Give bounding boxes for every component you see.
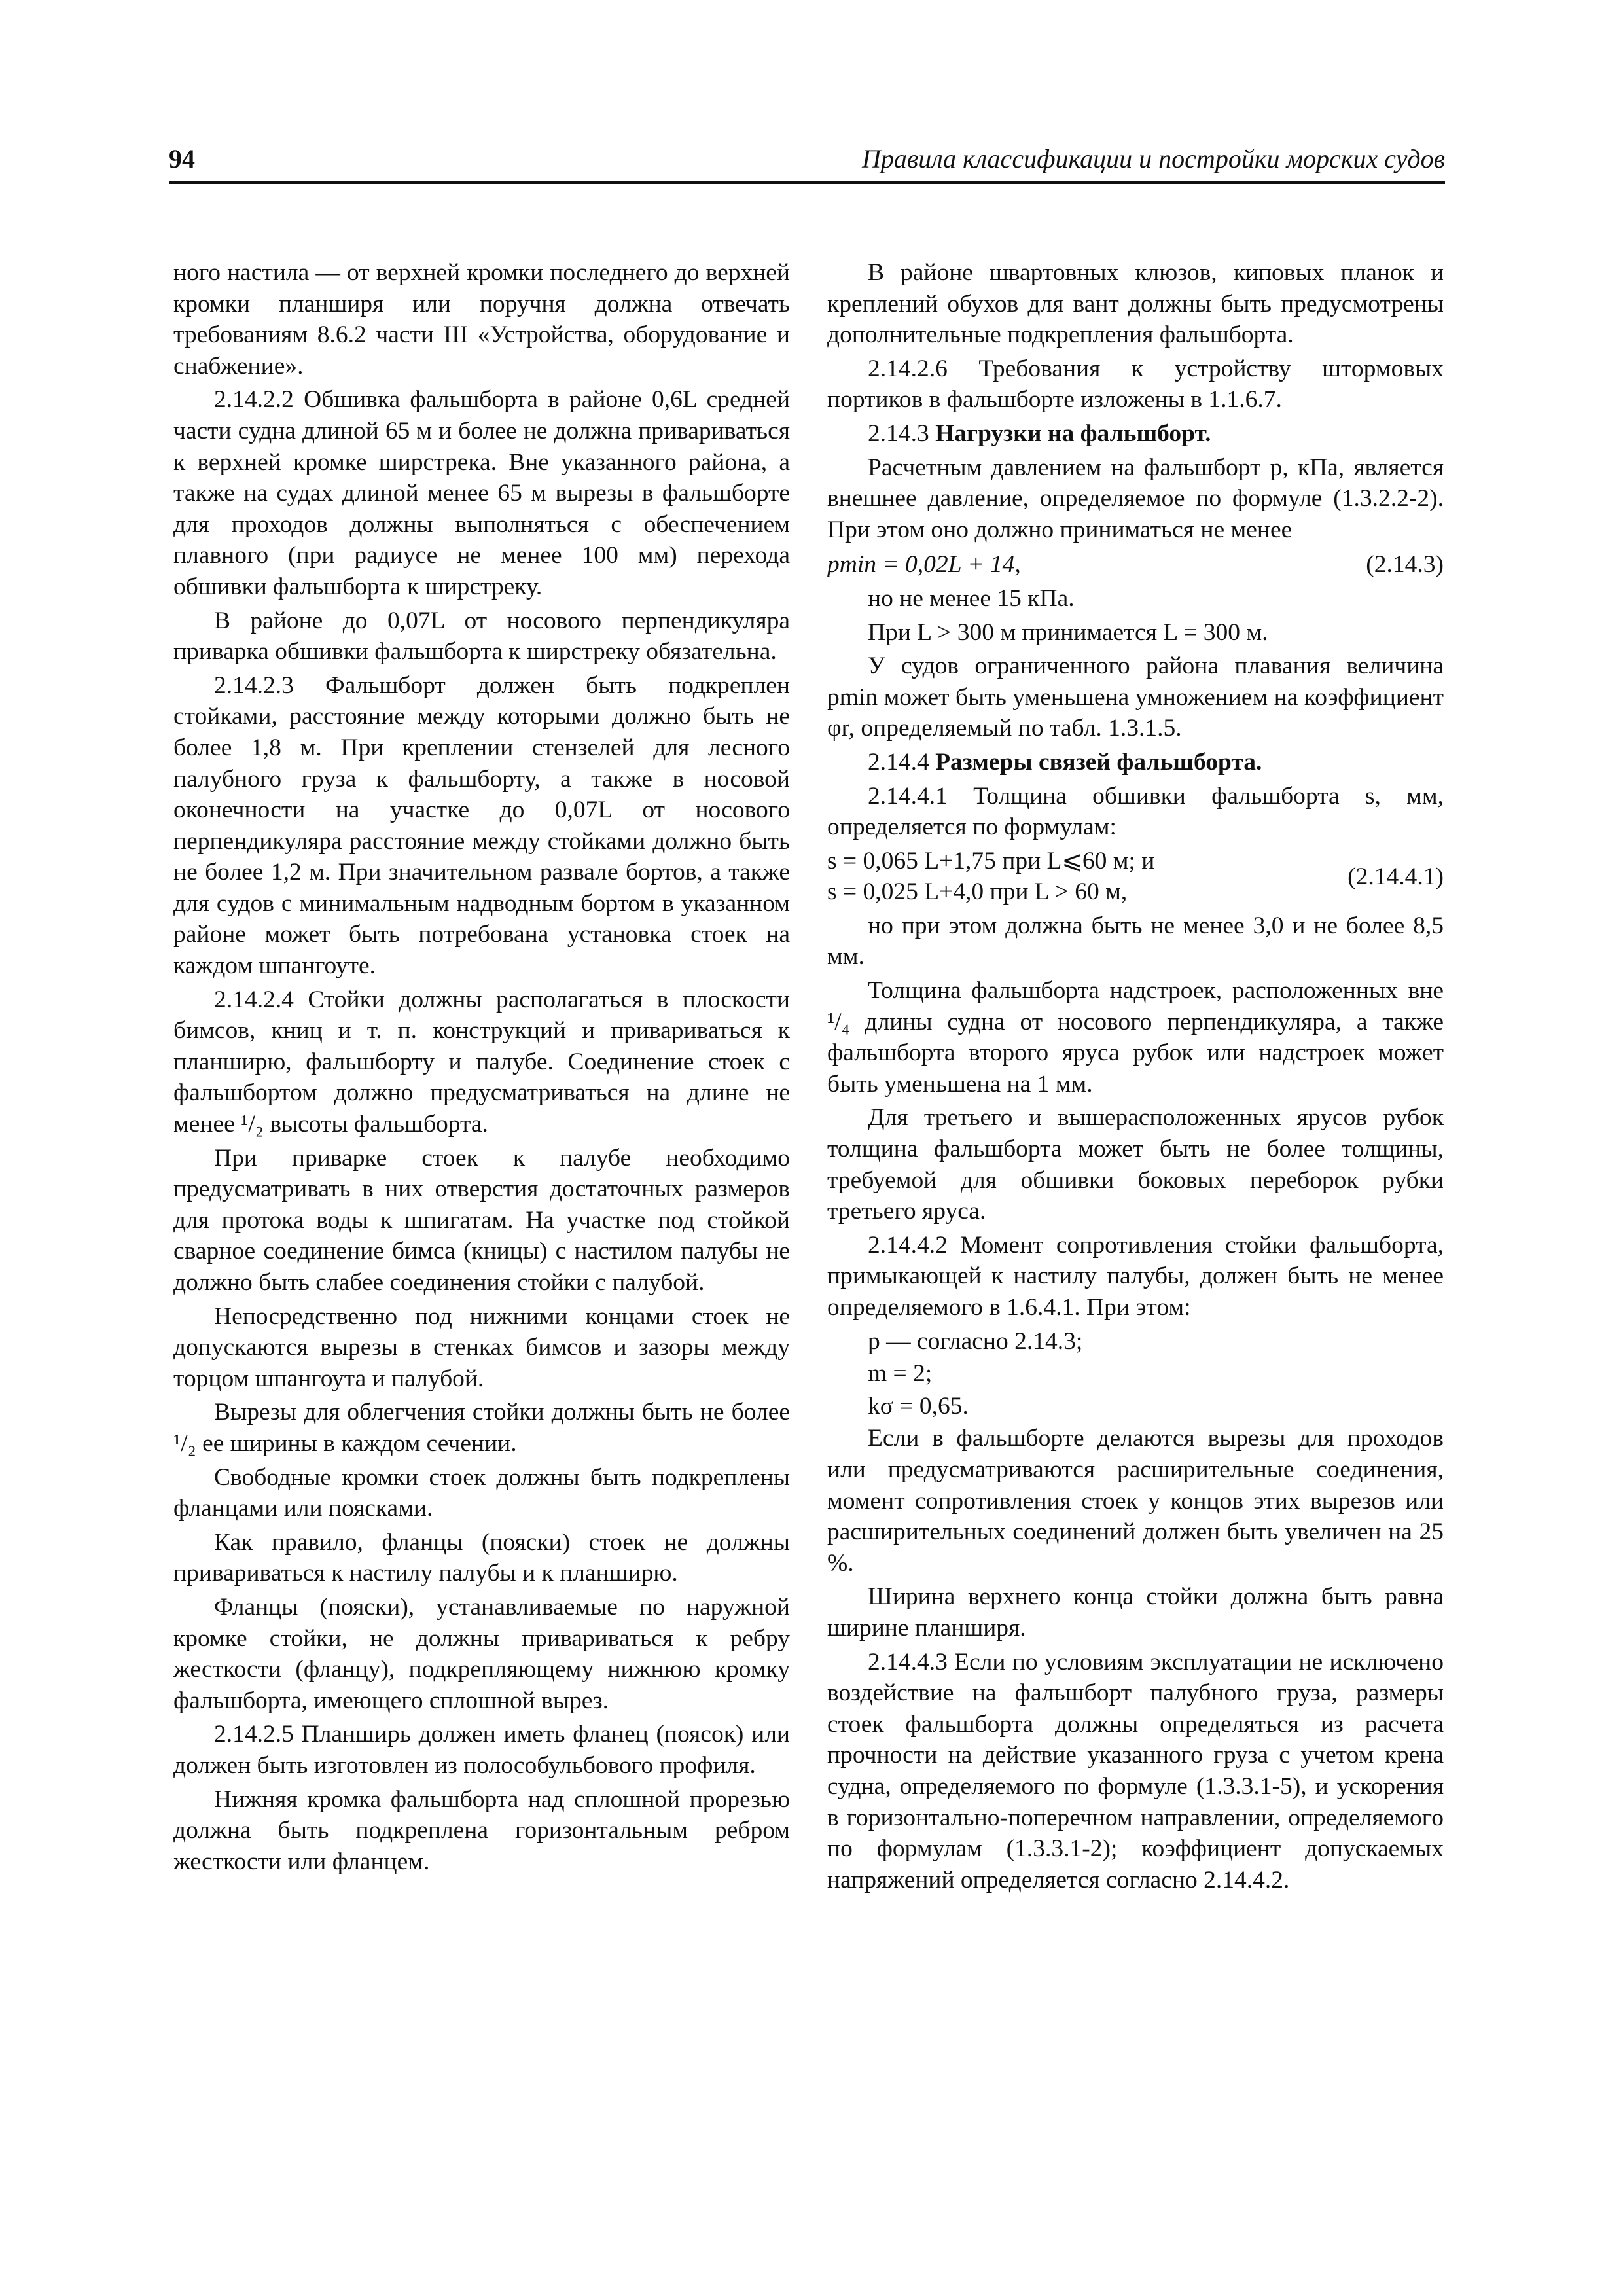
paragraph: но при этом должна быть не менее 3,0 и не более 8,5 мм. [827, 912, 1444, 971]
section-heading [827, 418, 1444, 450]
running-title: Правила классификации и постройки морских судов [861, 144, 1445, 173]
section-number: 2.14.2.3 [214, 672, 294, 699]
paragraph: Для третьего и вышерасположенных ярусов рубок толщина фальшборта может быть не более толщины, требуемой для обшивки боковых переборок рубки третьего яруса. [827, 1104, 1444, 1225]
paragraph: Толщина фальшборта надстроек, расположенных вне ¹/₄ длины судна от носового перпендикуляра, а также фальшборта второго яруса рубок или надстроек может быть уменьшена на 1 мм. [827, 977, 1444, 1098]
list-item: p — согласно 2.14.3; [868, 1327, 1083, 1355]
section-number: 2.14.4.1 [868, 782, 948, 810]
section-number: 2.14.2.2 [214, 386, 294, 414]
paragraph: Нижняя кромка фальшборта над сплошной прорезью должна быть подкреплена горизонтальным ребром жесткости или фланцем. [173, 1785, 790, 1875]
paragraph-text: Фальшборт должен быть подкреплен стойками, расстояние между которыми должно быть не более 1,8 м. При креплении стензелей для лесного палубного груза к фальшборту, а также в носовой оконечности на участке до 0,07L от носового перпендикуляра расстояние между стойками должно быть не более 1,2 м. При значительном развале бортов, а также для судов с минимальным надводным бортом в указанном районе может быть потребована установка стоек на каждом шпангоуте. [173, 672, 790, 980]
section-number: 2.14.4.2 [868, 1231, 948, 1259]
paragraph-text: Если по условиям эксплуатации не исключено воздействие на фальшборт палубного груза, размеры стоек фальшборта должны определяться из расчета прочности на действие указанного груза с учетом крена судна, определяемого по формуле (1.3.3.1-5), и ускорения в горизонтально-поперечном направлении, определяемого по формулам (1.3.3.1-2); коэффициент допускаемых напряжений определяется согласно 2.14.4.2. [827, 1648, 1444, 1893]
paragraph: Свободные кромки стоек должны быть подкреплены фланцами или поясками. [173, 1463, 790, 1522]
section-number: 2.14.4.3 [868, 1648, 948, 1676]
paragraph: но не менее 15 кПа. [868, 584, 1075, 612]
formula [827, 549, 1444, 581]
section-number: 2.14.2.5 [214, 1721, 294, 1748]
paragraph: Непосредственно под нижними концами стоек не допускаются вырезы в стенках бимсов и зазоры между торцом шпангоута и палубой. [173, 1302, 790, 1392]
paragraph: В районе швартовных клюзов, киповых планок и креплений обухов для вант должны быть предусмотрены дополнительные подкрепления фальшборта. [827, 259, 1444, 349]
formula-line: s = 0,065 L+1,75 при L⩽60 м; и [827, 847, 1155, 874]
formula-text: pmin = 0,02L + 14, [827, 551, 1021, 579]
paragraph [827, 781, 1444, 843]
formula-number: (2.14.4.1) [1347, 863, 1444, 890]
paragraph-text: Стойки должны располагаться в плоскости бимсов, книц и т. п. конструкций и привариваться к планширю, фальшборту и палубе. Соединение стоек с фальшбортом должно предусматриваться на длине не менее ¹/₂ высоты фальшборта. [173, 986, 791, 1138]
page-header [169, 143, 1445, 184]
formula [827, 846, 1444, 908]
paragraph-text: Обшивка фальшборта в районе 0,6L средней части судна длиной 65 м и более не должна привариваться к верхней кромке ширстрека. Вне указанного района, а также на судах длиной менее 65 м вырезы в фальшборте для проходов должны выполняться с обеспечением плавного (при радиусе не менее 100 мм) перехода обшивки фальшборта к ширстреку. [173, 386, 791, 600]
paragraph [173, 1719, 790, 1781]
formula-line: s = 0,025 L+4,0 при L > 60 м, [827, 878, 1128, 906]
paragraph: Ширина верхнего конца стойки должна быть равна ширине планширя. [827, 1583, 1444, 1641]
paragraph [173, 670, 790, 982]
paragraph [173, 984, 790, 1140]
paragraph: Как правило, фланцы (пояски) стоек не должны привариваться к настилу палубы и к планширю. [173, 1528, 790, 1587]
paragraph: При приварке стоек к палубе необходимо предусматривать в них отверстия достаточных размеров для протока воды к шпигатам. На участке под стойкой сварное соединение бимса (кницы) с настилом палубы не должно быть слабее соединения стойки с палубой. [173, 1144, 790, 1296]
paragraph: Фланцы (пояски), устанавливаемые по наружной кромке стойки, не должны привариваться к ребру жесткости (фланцу), подкрепляющему нижнюю кромку фальшборта, имеющего сплошной вырез. [173, 1593, 790, 1714]
paragraph: При L > 300 м принимается L = 300 м. [868, 619, 1268, 646]
paragraph: ного настила — от верхней кромки последнего до верхней кромки планширя или поручня должна отвечать требованиям 8.6.2 части III «Устройства, оборудование и снабжение». [173, 259, 790, 380]
section-heading [827, 747, 1444, 778]
paragraph: В районе до 0,07L от носового перпендикуляра приварка обшивки фальшборта к ширстреку обязательна. [173, 607, 790, 666]
list-item: kσ = 0,65. [868, 1392, 969, 1420]
heading-text: Размеры связей фальшборта. [935, 748, 1262, 776]
paragraph-text: Планширь должен иметь фланец (поясок) или должен быть изготовлен из полособульбового профиля. [173, 1721, 790, 1779]
formula-number: (2.14.3) [1366, 551, 1444, 579]
right-column [827, 257, 1444, 1898]
heading-text: Нагрузки на фальшборт. [935, 420, 1211, 447]
section-number: 2.14.4 [868, 748, 929, 776]
section-number: 2.14.2.6 [868, 355, 948, 382]
paragraph: Расчетным давлением на фальшборт p, кПа, является внешнее давление, определяемое по формуле (1.3.2.2-2). При этом оно должно приниматься не менее [827, 454, 1444, 543]
paragraph [827, 1230, 1444, 1323]
list-item: m = 2; [868, 1360, 933, 1388]
paragraph: Вырезы для облегчения стойки должны быть не более ¹/₂ ее ширины в каждом сечении. [173, 1399, 790, 1457]
paragraph [827, 1647, 1444, 1896]
paragraph-text: Момент сопротивления стойки фальшборта, примыкающей к настилу палубы, должен быть не менее определяемого в 1.6.4.1. При этом: [827, 1231, 1444, 1321]
section-number: 2.14.2.4 [214, 986, 294, 1013]
page-number: 94 [169, 144, 195, 173]
section-number: 2.14.3 [868, 420, 929, 447]
paragraph: У судов ограниченного района плавания величина pmin может быть уменьшена умножением на коэффициент φr, определяемый по табл. 1.3.1.5. [827, 653, 1444, 742]
paragraph-text: Требования к устройству штормовых портиков в фальшборте изложены в 1.1.6.7. [827, 355, 1444, 414]
left-column [173, 257, 790, 1880]
paragraph: Если в фальшборте делаются вырезы для проходов или предусматриваются расширительные соединения, момент сопротивления стоек у концов этих вырезов или расширительных соединений должен быть увеличен на 25 %. [827, 1425, 1444, 1577]
paragraph [827, 353, 1444, 416]
paragraph [173, 384, 790, 602]
paragraph-text: Толщина обшивки фальшборта s, мм, определяется по формулам: [827, 782, 1444, 841]
